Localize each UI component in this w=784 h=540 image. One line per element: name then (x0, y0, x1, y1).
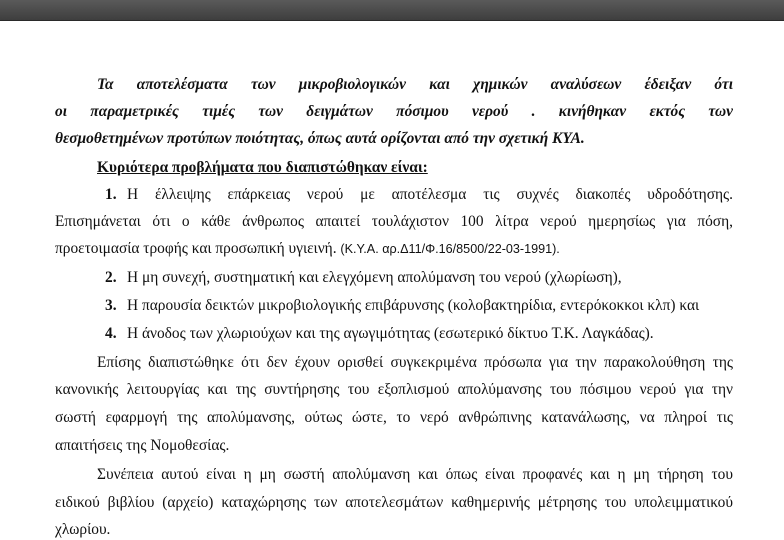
list-item-text: Η άνοδος των χλωριούχων και της αγωγιμότητας (εσωτερικό δίκτυο Τ.Κ. Λαγκάδας). (127, 325, 654, 342)
list-item-number: 2. (105, 269, 117, 286)
para3-line-2: ειδικού βιβλίου (αρχείο) καταχώρησης των αποτελεσμάτων καθημερινής μέτρησης του υπολειμματικού (55, 494, 733, 511)
para3-line-1: Συνέπεια αυτού είναι η μη σωστή απολύμανση και όπως είναι προφανές και η μη τήρηση του (97, 466, 733, 483)
intro-line-2: οι παραμετρικές τιμές των δειγμάτων πόσιμου νερού . κινήθηκαν εκτός των (55, 103, 733, 120)
para2-line-3: σωστή εφαρμογή της απολύμανσης, ούτως ώστε, το νερό ανθρώπινης κατανάλωσης, να πληροί τις (55, 409, 733, 426)
list-item-2 (105, 268, 733, 288)
para2-line-4: απαιτήσεις της Νομοθεσίας. (55, 437, 230, 454)
list-item-1 (105, 185, 733, 205)
para2-line-2: κανονικής λειτουργίας και της συντήρησης του εξοπλισμού απολύμανσης του πόσιμου νερού για την (55, 381, 733, 398)
para3-line-3: χλωρίου. (55, 521, 111, 538)
problems-heading: Κυριότερα προβλήματα που διαπιστώθηκαν είναι: (97, 159, 428, 176)
list-item-1-line-3 (55, 239, 733, 259)
list-item-1-line-2: Επισημάνεται ότι ο κάθε άνθρωπος απαιτεί τουλάχιστον 100 λίτρα νερού ημερησίως για πόση, (55, 213, 733, 230)
list-item-number: 4. (105, 325, 117, 342)
para2-line-1: Επίσης διαπιστώθηκε ότι δεν έχουν ορισθεί συγκεκριμένα πρόσωπα για την παρακολούθηση της (97, 354, 733, 371)
list-item-number: 3. (105, 297, 117, 314)
list-item-text: Η παρουσία δεικτών μικροβιολογικής επιβάρυνσης (κολοβακτηρίδια, εντερόκοκκοι κλπ) και (127, 297, 700, 314)
list-item-text: προετοιμασία τροφής και προσωπική υγιεινή. (55, 240, 337, 257)
list-item-4 (105, 324, 733, 344)
intro-line-1: Τα αποτελέσματα των μικροβιολογικών και χημικών αναλύσεων έδειξαν ότι (97, 76, 733, 93)
list-item-text: Η έλλειψης επάρκειας νερού με αποτέλεσμα τις συχνές διακοπές υδροδότησης. (127, 186, 733, 203)
kya-reference: (Κ.Υ.Α. αρ.Δ11/Φ.16/8500/22-03-1991). (340, 242, 560, 256)
list-item-3 (105, 296, 733, 316)
intro-line-3: θεσμοθετημένων προτύπων ποιότητας, όπως αυτά ορίζονται από την σχετική ΚΥΑ. (55, 130, 585, 147)
document-page (55, 0, 733, 538)
list-item-text: Η μη συνεχή, συστηματική και ελεγχόμενη απολύμανση του νερού (χλωρίωση), (127, 269, 622, 286)
list-item-number: 1. (105, 186, 117, 203)
